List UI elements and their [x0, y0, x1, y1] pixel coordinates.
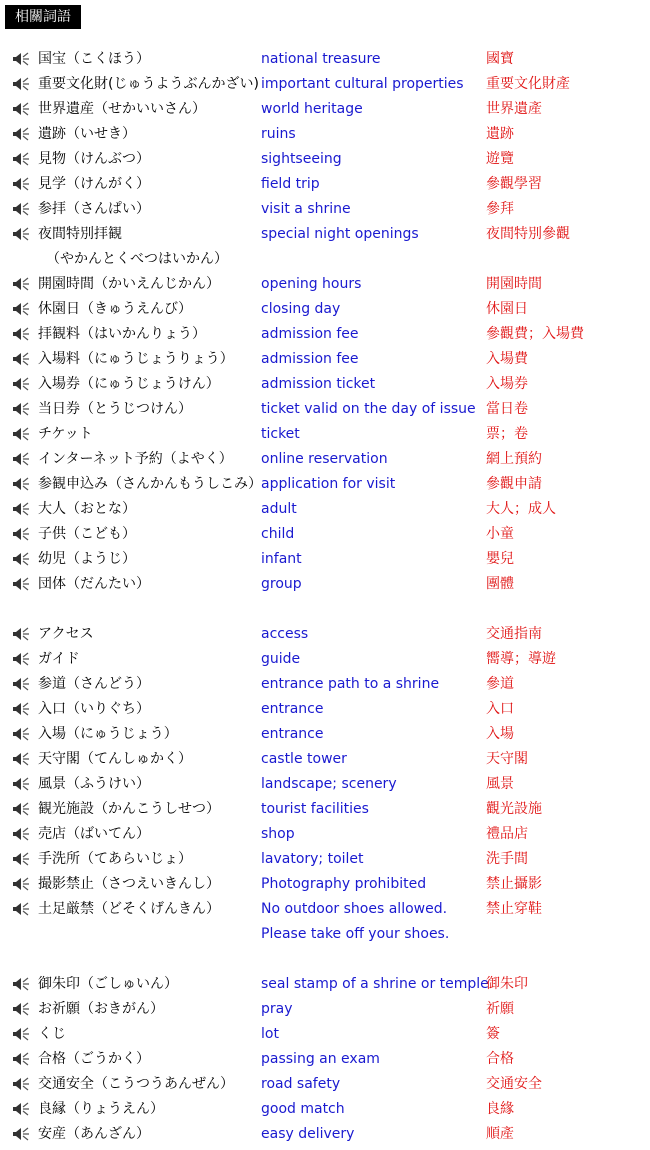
vocab-row: [0, 447, 650, 472]
chinese-translation: 禮品店: [486, 826, 528, 842]
chinese-translation: 大人；成人: [486, 501, 556, 517]
japanese-term: 見物（けんぶつ）: [38, 151, 150, 167]
chinese-translation: 遺跡: [486, 126, 514, 142]
english-translation: No outdoor shoes allowed.: [261, 901, 448, 917]
speaker-icon[interactable]: [12, 452, 30, 466]
vocab-row: [0, 1097, 650, 1122]
speaker-icon[interactable]: [12, 902, 30, 916]
vocab-row: [0, 47, 650, 72]
chinese-translation: 簽: [486, 1026, 500, 1042]
english-translation: world heritage: [261, 101, 363, 117]
english-translation: opening hours: [261, 276, 362, 292]
vocab-row: [0, 972, 650, 997]
japanese-term: 重要文化財(じゅうようぶんかざい): [38, 76, 259, 92]
english-translation: group: [261, 576, 302, 592]
english-translation: national treasure: [261, 51, 381, 67]
vocab-row: [0, 547, 650, 572]
speaker-icon[interactable]: [12, 1077, 30, 1091]
chinese-translation: 參道: [486, 676, 514, 692]
english-translation: admission fee: [261, 326, 359, 342]
japanese-term: 売店（ばいてん）: [38, 826, 150, 842]
speaker-icon[interactable]: [12, 102, 30, 116]
vocab-row: [0, 472, 650, 497]
vocab-row: [0, 722, 650, 747]
speaker-icon[interactable]: [12, 77, 30, 91]
english-translation: ruins: [261, 126, 296, 142]
section-title: 相關詞語: [5, 5, 81, 29]
chinese-translation: 參拜: [486, 201, 514, 217]
section-spacer: [0, 597, 650, 622]
chinese-translation: 交通指南: [486, 626, 542, 642]
speaker-icon[interactable]: [12, 552, 30, 566]
vocab-row: [0, 72, 650, 97]
vocab-row: [0, 297, 650, 322]
chinese-translation: 良緣: [486, 1101, 514, 1117]
japanese-term: 撮影禁止（さつえいきんし）: [38, 876, 220, 892]
chinese-translation: 嚮導；導遊: [486, 651, 556, 667]
vocab-row: [0, 372, 650, 397]
english-translation: admission ticket: [261, 376, 376, 392]
vocab-row: [0, 572, 650, 597]
chinese-translation: 票；卷: [486, 426, 528, 442]
speaker-icon[interactable]: [12, 1102, 30, 1116]
vocab-row: [0, 97, 650, 122]
japanese-term: 夜間特別拝観: [38, 226, 122, 242]
speaker-icon[interactable]: [12, 677, 30, 691]
vocab-row: [0, 247, 650, 272]
speaker-icon[interactable]: [12, 727, 30, 741]
vocab-row: [0, 272, 650, 297]
english-translation: entrance path to a shrine: [261, 676, 440, 692]
chinese-translation: 禁止攝影: [486, 876, 542, 892]
speaker-icon[interactable]: [12, 127, 30, 141]
vocab-row: [0, 197, 650, 222]
chinese-translation: 風景: [486, 776, 514, 792]
chinese-translation: 休園日: [486, 301, 528, 317]
chinese-translation: 開園時間: [486, 276, 542, 292]
japanese-term: インターネット予約（よやく）: [38, 451, 233, 467]
vocab-row: [0, 647, 650, 672]
speaker-icon[interactable]: [12, 752, 30, 766]
english-translation: admission fee: [261, 351, 359, 367]
japanese-term: 観光施設（かんこうしせつ）: [38, 801, 220, 817]
speaker-icon[interactable]: [12, 352, 30, 366]
speaker-icon[interactable]: [12, 1127, 30, 1141]
english-translation: important cultural properties: [261, 76, 464, 92]
english-translation: good match: [261, 1101, 345, 1117]
japanese-term: 入場料（にゅうじょうりょう）: [38, 351, 234, 367]
vocab-row: [0, 347, 650, 372]
chinese-translation: 觀光設施: [486, 801, 542, 817]
english-translation: guide: [261, 651, 301, 667]
japanese-term: 交通安全（こうつうあんぜん）: [38, 1076, 234, 1092]
japanese-term: 土足厳禁（どそくげんきん）: [38, 901, 220, 917]
chinese-translation: 入場費: [486, 351, 528, 367]
chinese-translation: 入場券: [486, 376, 528, 392]
chinese-translation: 御朱印: [486, 976, 528, 992]
vocab-row: [0, 847, 650, 872]
japanese-term: 御朱印（ごしゅいん）: [38, 976, 178, 992]
vocabulary-list: [0, 47, 650, 1147]
vocab-row: [0, 1022, 650, 1047]
english-translation: ticket valid on the day of issue: [261, 401, 476, 417]
english-translation: pray: [261, 1001, 293, 1017]
english-translation: tourist facilities: [261, 801, 369, 817]
vocab-row: [0, 1072, 650, 1097]
japanese-term: 大人（おとな）: [38, 501, 136, 517]
vocab-row: [0, 822, 650, 847]
vocab-row: [0, 1122, 650, 1147]
chinese-translation: 祈願: [486, 1001, 514, 1017]
speaker-icon[interactable]: [12, 802, 30, 816]
japanese-term: 良縁（りょうえん）: [38, 1101, 164, 1117]
english-translation: Photography prohibited: [261, 876, 427, 892]
english-translation: seal stamp of a shrine or temple: [261, 976, 489, 992]
chinese-translation: 世界遺產: [486, 101, 542, 117]
speaker-icon[interactable]: [12, 977, 30, 991]
speaker-icon[interactable]: [12, 627, 30, 641]
english-translation: lavatory; toilet: [261, 851, 364, 867]
vocab-row: [0, 872, 650, 897]
japanese-term: ガイド: [38, 651, 80, 667]
vocab-row: [0, 122, 650, 147]
english-translation: landscape; scenery: [261, 776, 397, 792]
vocab-row: [0, 997, 650, 1022]
speaker-icon[interactable]: [12, 477, 30, 491]
vocab-row: [0, 922, 650, 947]
vocab-row: [0, 522, 650, 547]
chinese-translation: 入口: [486, 701, 514, 717]
vocab-row: [0, 897, 650, 922]
english-translation: field trip: [261, 176, 320, 192]
japanese-term: 開園時間（かいえんじかん）: [38, 276, 220, 292]
vocab-row: [0, 622, 650, 647]
japanese-term: 見学（けんがく）: [38, 176, 150, 192]
chinese-translation: 重要文化財產: [486, 76, 570, 92]
chinese-translation: 合格: [486, 1051, 514, 1067]
chinese-translation: 當日卷: [486, 401, 528, 417]
english-translation: visit a shrine: [261, 201, 351, 217]
english-translation: application for visit: [261, 476, 396, 492]
vocab-row: [0, 747, 650, 772]
chinese-translation: 禁止穿鞋: [486, 901, 542, 917]
japanese-term: チケット: [38, 426, 93, 442]
speaker-icon[interactable]: [12, 577, 30, 591]
japanese-term: 団体（だんたい）: [38, 576, 150, 592]
speaker-icon[interactable]: [12, 1002, 30, 1016]
speaker-icon[interactable]: [12, 152, 30, 166]
chinese-translation: 網上預約: [486, 451, 542, 467]
japanese-term: アクセス: [38, 626, 94, 642]
english-translation: child: [261, 526, 295, 542]
japanese-term: 参道（さんどう）: [38, 676, 150, 692]
japanese-term: 参観申込み（さんかんもうしこみ）: [38, 476, 262, 492]
english-translation: sightseeing: [261, 151, 342, 167]
speaker-icon[interactable]: [12, 202, 30, 216]
chinese-translation: 參觀學習: [486, 176, 542, 192]
speaker-icon[interactable]: [12, 852, 30, 866]
japanese-term: 世界遺産（せかいいさん）: [38, 101, 206, 117]
speaker-icon[interactable]: [12, 327, 30, 341]
speaker-icon[interactable]: [12, 502, 30, 516]
japanese-term: 国宝（こくほう）: [38, 51, 150, 67]
vocab-row: [0, 772, 650, 797]
vocab-row: [0, 397, 650, 422]
chinese-translation: 團體: [486, 576, 514, 592]
english-translation: easy delivery: [261, 1126, 355, 1142]
vocab-row: [0, 672, 650, 697]
english-translation: shop: [261, 826, 295, 842]
japanese-term: （やかんとくべつはいかん）: [46, 251, 228, 267]
speaker-icon[interactable]: [12, 702, 30, 716]
japanese-term: 拝観料（はいかんりょう）: [38, 326, 206, 342]
vocab-row: [0, 422, 650, 447]
speaker-icon[interactable]: [12, 1027, 30, 1041]
japanese-term: 安産（あんざん）: [38, 1126, 150, 1142]
chinese-translation: 順產: [486, 1126, 514, 1142]
vocab-row: [0, 697, 650, 722]
chinese-translation: 交通安全: [486, 1076, 542, 1092]
japanese-term: 当日券（とうじつけん）: [38, 401, 192, 417]
english-translation: entrance: [261, 701, 324, 717]
japanese-term: 幼児（ようじ）: [38, 551, 136, 567]
english-translation: adult: [261, 501, 297, 517]
speaker-icon[interactable]: [12, 177, 30, 191]
japanese-term: お祈願（おきがん）: [38, 1001, 164, 1017]
vocab-row: [0, 147, 650, 172]
japanese-term: 入場（にゅうじょう）: [38, 726, 178, 742]
chinese-translation: 洗手間: [486, 851, 528, 867]
chinese-translation: 天守閣: [486, 751, 528, 767]
speaker-icon[interactable]: [12, 1052, 30, 1066]
english-translation: Please take off your shoes.: [261, 926, 450, 942]
chinese-translation: 國寶: [486, 51, 514, 67]
english-translation: ticket: [261, 426, 300, 442]
speaker-icon[interactable]: [12, 777, 30, 791]
speaker-icon[interactable]: [12, 227, 30, 241]
japanese-term: 手洗所（てあらいじょ）: [38, 851, 192, 867]
japanese-term: 遺跡（いせき）: [38, 126, 136, 142]
speaker-icon[interactable]: [12, 652, 30, 666]
vocab-row: [0, 222, 650, 247]
english-translation: castle tower: [261, 751, 347, 767]
speaker-icon[interactable]: [12, 427, 30, 441]
japanese-term: 休園日（きゅうえんび）: [38, 301, 192, 317]
chinese-translation: 參觀費；入場費: [486, 326, 584, 342]
english-translation: entrance: [261, 726, 324, 742]
speaker-icon[interactable]: [12, 277, 30, 291]
chinese-translation: 遊覽: [486, 151, 514, 167]
japanese-term: 参拝（さんぱい）: [38, 201, 150, 217]
vocab-row: [0, 497, 650, 522]
chinese-translation: 小童: [486, 526, 514, 542]
japanese-term: 風景（ふうけい）: [38, 776, 150, 792]
english-translation: passing an exam: [261, 1051, 380, 1067]
chinese-translation: 夜間特別參觀: [486, 226, 570, 242]
japanese-term: 入場券（にゅうじょうけん）: [38, 376, 220, 392]
japanese-term: 天守閣（てんしゅかく）: [38, 751, 192, 767]
speaker-icon[interactable]: [12, 877, 30, 891]
japanese-term: 子供（こども）: [38, 526, 136, 542]
english-translation: online reservation: [261, 451, 388, 467]
speaker-icon[interactable]: [12, 527, 30, 541]
japanese-term: くじ: [38, 1026, 66, 1042]
chinese-translation: 嬰兒: [486, 551, 514, 567]
japanese-term: 合格（ごうかく）: [38, 1051, 150, 1067]
english-translation: access: [261, 626, 309, 642]
speaker-icon[interactable]: [12, 377, 30, 391]
vocab-row: [0, 322, 650, 347]
vocab-row: [0, 172, 650, 197]
section-spacer: [0, 947, 650, 972]
speaker-icon[interactable]: [12, 302, 30, 316]
chinese-translation: 參觀申請: [486, 476, 542, 492]
speaker-icon[interactable]: [12, 402, 30, 416]
english-translation: road safety: [261, 1076, 341, 1092]
vocab-row: [0, 797, 650, 822]
english-translation: infant: [261, 551, 302, 567]
speaker-icon[interactable]: [12, 827, 30, 841]
english-translation: closing day: [261, 301, 341, 317]
chinese-translation: 入場: [486, 726, 514, 742]
english-translation: special night openings: [261, 226, 419, 242]
vocab-row: [0, 1047, 650, 1072]
english-translation: lot: [261, 1026, 279, 1042]
japanese-term: 入口（いりぐち）: [38, 701, 150, 717]
speaker-icon[interactable]: [12, 52, 30, 66]
